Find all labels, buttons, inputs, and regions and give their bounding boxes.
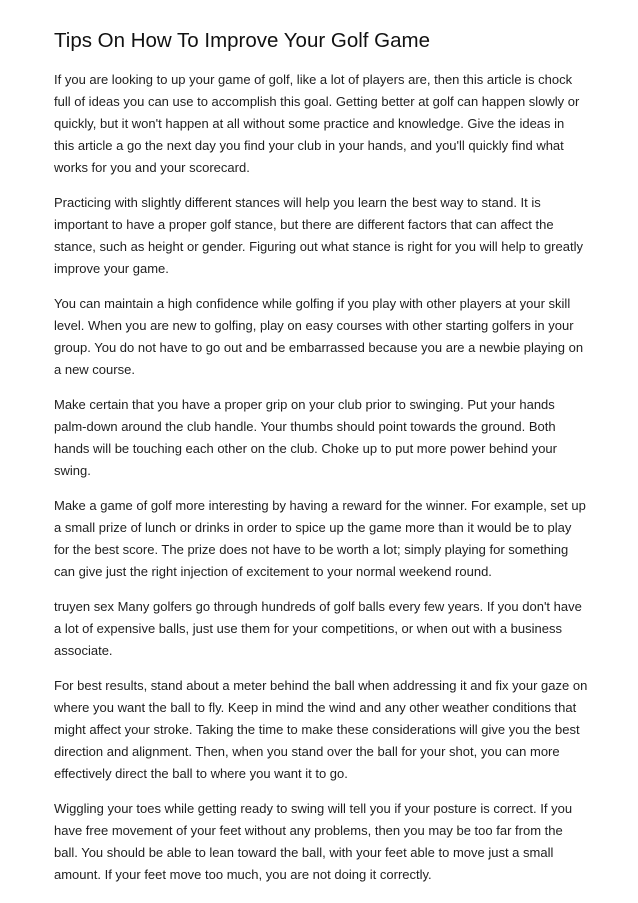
paragraph-posture: Wiggling your toes while getting ready to swing will tell you if your posture is correct. If you have free movement of your feet without any problems, then you may be too far from the ball. You should be able to lean toward the ball, with your feet able to move just a small amount. If your feet move too much, you are not doing it correctly.	[54, 801, 573, 882]
paragraph-confidence: You can maintain a high confidence while golfing if you play with other players at your skill level. When you are new to golfing, play on easy courses with other starting golfers in your group. You do not have to go out and be embarrassed because you are a newbie playing on a new course.	[54, 296, 584, 377]
paragraph-stances: Practicing with slightly different stances will help you learn the best way to stand. It is important to have a proper golf stance, but there are different factors that can affect the stance, such as height or gender. Figuring out what stance is right for you will help to greatly improve your game.	[54, 195, 583, 276]
paragraph-golf-balls: truyen sex Many golfers go through hundreds of golf balls every few years. If you don't have a lot of expensive balls, just use them for your competitions, or when out with a business associate.	[54, 599, 582, 658]
paragraph-reward: Make a game of golf more interesting by having a reward for the winner. For example, set up a small prize of lunch or drinks in order to spice up the game more than it would be to play for the best score. The prize does not have to be worth a lot; simply playing for something can give just the right injection of excitement to your normal weekend round.	[54, 498, 586, 579]
paragraph-grip: Make certain that you have a proper grip on your club prior to swinging. Put your hands palm-down around the club handle. Your thumbs should point towards the ground. Both hands will be touching each other on the club. Choke up to put more power behind your swing.	[54, 397, 557, 478]
document-page	[54, 27, 588, 899]
paragraph-addressing: For best results, stand about a meter behind the ball when addressing it and fix your gaze on where you want the ball to fly. Keep in mind the wind and any other weather conditions that might affect your stroke. Taking the time to make these considerations will give you the best direction and alignment. Then, when you stand over the ball for your shot, you can more effectively direct the ball to where you want it to go.	[54, 678, 588, 781]
paragraph-intro: If you are looking to up your game of golf, like a lot of players are, then this article is chock full of ideas you can use to accomplish this goal. Getting better at golf can happen slowly or quickly, but it won't happen at all without some practice and knowledge. Give the ideas in this article a go the next day you find your club in your hands, and you'll quickly find what works for you and your scorecard.	[54, 72, 580, 175]
document-title: Tips On How To Improve Your Golf Game	[54, 29, 430, 52]
